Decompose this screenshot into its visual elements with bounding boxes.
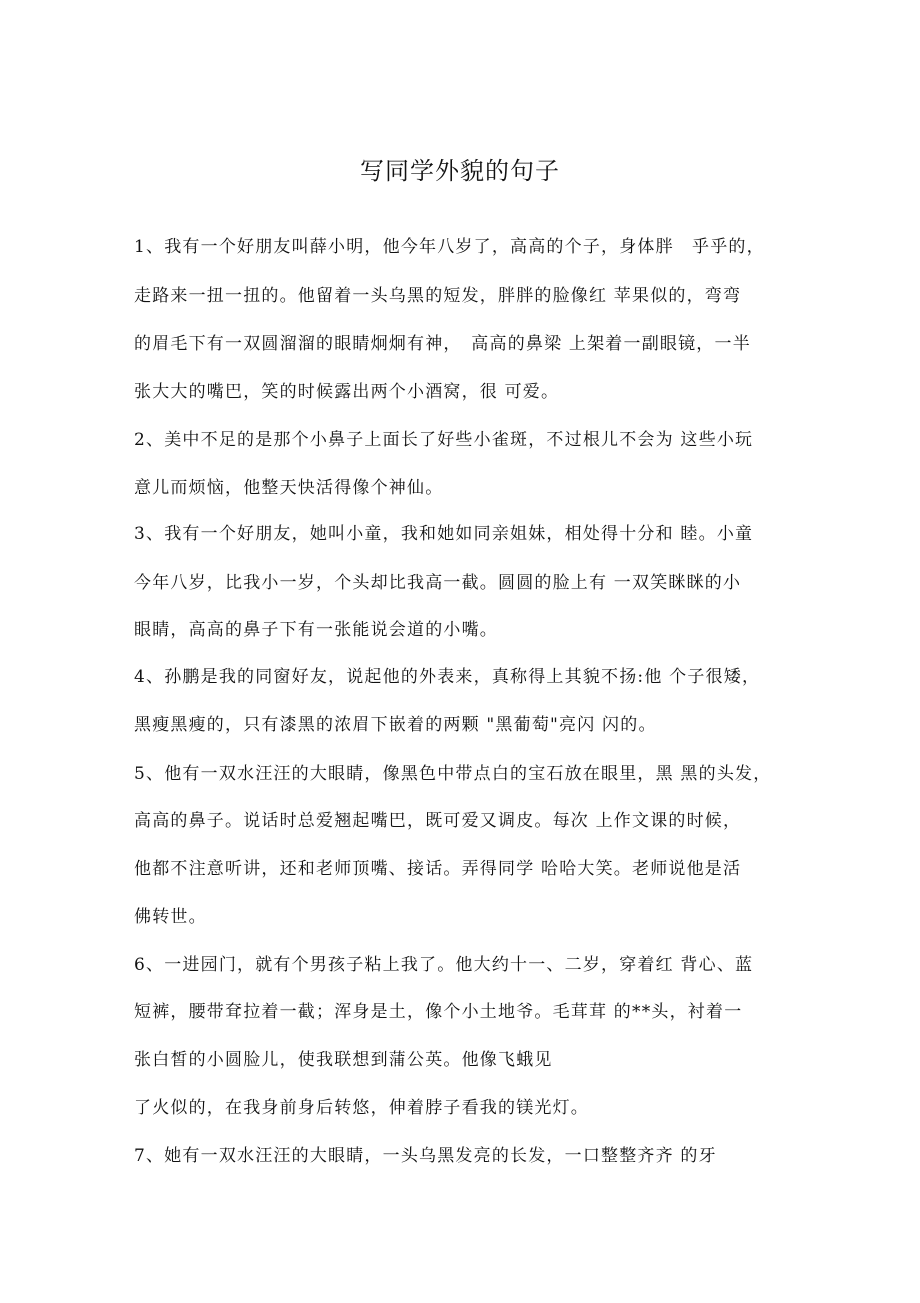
text-line: 高高的鼻子。说话时总爱翘起嘴巴，既可爱又调皮。每次 上作文课的时候， bbox=[134, 811, 742, 831]
text-line: 的眉毛下有一双圆溜溜的眼睛炯炯有神， 高高的鼻梁 上架着一副眼镜，一半 bbox=[134, 334, 751, 354]
text-line: 7、她有一双水汪汪的大眼睛，一头乌黑发亮的长发，一口整整齐齐 的牙 bbox=[134, 1146, 717, 1166]
text-line: 了火似的，在我身前身后转悠，伸着脖子看我的镁光灯。 bbox=[134, 1098, 589, 1118]
text-line: 5、他有一双水汪汪的大眼睛，像黑色中带点白的宝石放在眼里，黑 黑的头发， bbox=[134, 764, 772, 784]
text-line: 短裤，腰带耷拉着一截；浑身是土，像个小土地爷。毛茸茸 的**头，衬着一 bbox=[134, 1002, 743, 1022]
text-line: 3、我有一个好朋友，她叫小童，我和她如同亲姐妹，相处得十分和 睦。小童 bbox=[134, 524, 754, 544]
text-line: 6、一进园门，就有个男孩子粘上我了。他大约十一、二岁，穿着红 背心、蓝 bbox=[134, 955, 754, 975]
text-line: 意儿而烦恼，他整天快活得像个神仙。 bbox=[134, 478, 444, 498]
text-line: 黑瘦黑瘦的，只有漆黑的浓眉下嵌着的两颗 "黑葡萄"亮闪 闪的。 bbox=[134, 715, 657, 735]
text-line: 佛转世。 bbox=[134, 907, 207, 927]
text-line: 今年八岁，比我小一岁，个头却比我高一截。圆圆的脸上有 一双笑眯眯的小 bbox=[134, 573, 742, 593]
text-line: 张白皙的小圆脸儿，使我联想到蒲公英。他像飞蛾见 bbox=[134, 1050, 553, 1070]
text-line: 他都不注意听讲，还和老师顶嘴、接话。弄得同学 哈哈大笑。老师说他是活 bbox=[134, 859, 742, 879]
text-line: 1、我有一个好朋友叫薛小明，他今年八岁了，高高的个子，身体胖 乎乎的， bbox=[134, 237, 765, 257]
text-line: 4、孙鹏是我的同窗好友，说起他的外表来，真称得上其貌不扬:他 个子很矮， bbox=[134, 667, 761, 687]
text-line: 2、美中不足的是那个小鼻子上面长了好些小雀斑，不过根儿不会为 这些小玩 bbox=[134, 430, 754, 450]
text-line: 走路来一扭一扭的。他留着一头乌黑的短发，胖胖的脸像红 苹果似的，弯弯 bbox=[134, 286, 742, 306]
text-line: 眼睛，高高的鼻子下有一张能说会道的小嘴。 bbox=[134, 620, 498, 640]
text-line: 张大大的嘴巴，笑的时候露出两个小酒窝，很 可爱。 bbox=[134, 382, 560, 402]
document-title: 写同学外貌的句子 bbox=[360, 157, 560, 185]
